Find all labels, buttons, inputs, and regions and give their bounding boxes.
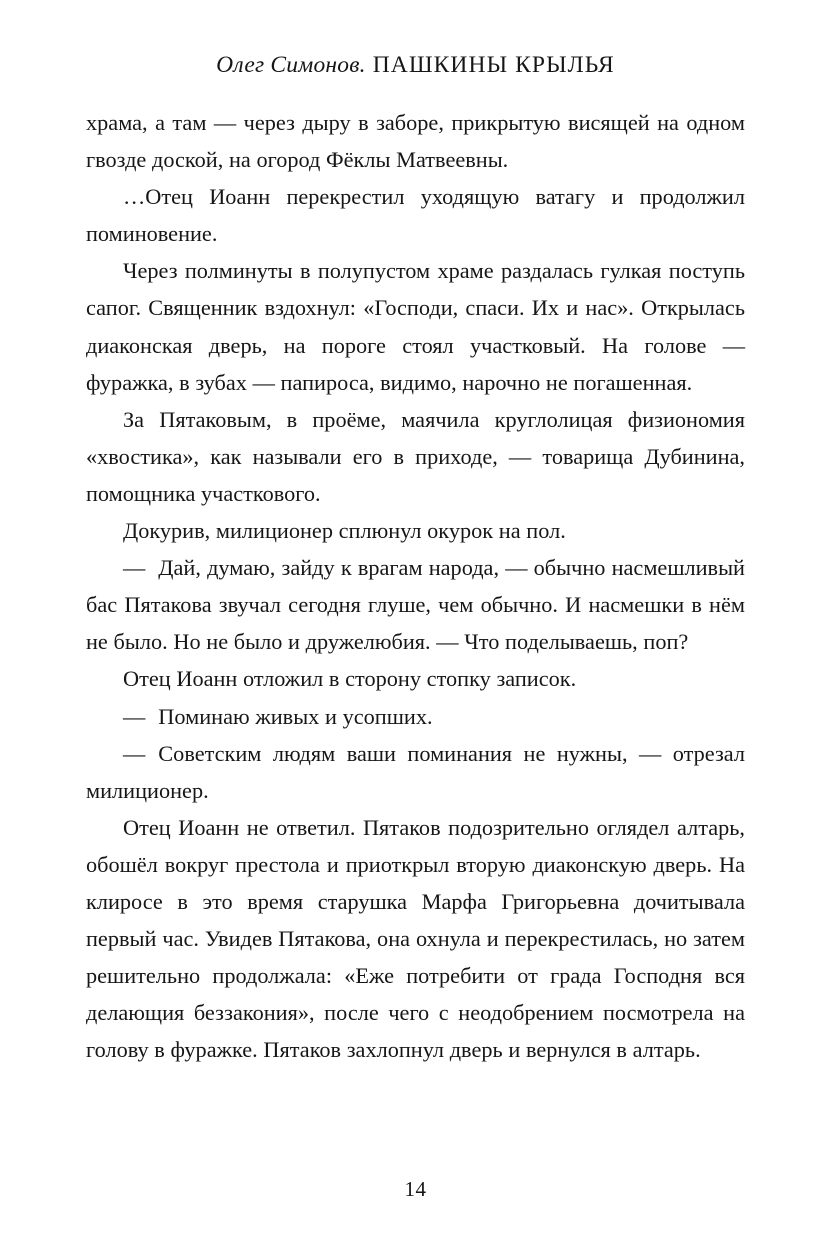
paragraph: Через полминуты в полупустом храме раздалась гулкая поступь сапог. Священник вздохнул: «Господи, спаси. Их и нас». Открылась диаконская дверь, на пороге стоял участковый. На голове — фуражка, в зубах — папироса, видимо, нарочно не погашенная. <box>86 258 745 395</box>
dialogue-paragraph <box>86 735 745 809</box>
dialogue-paragraph <box>86 698 745 735</box>
running-head-title: ПАШКИНЫ КРЫЛЬЯ <box>372 52 615 78</box>
em-dash: — <box>123 740 146 766</box>
em-dash: — <box>123 703 146 729</box>
paragraph: За Пятаковым, в проёме, маячила круглолицая физиономия «хвостика», как называли его в приходе, — товарища Дубинина, помощника участкового. <box>86 406 745 506</box>
body-text-block <box>86 104 745 1068</box>
paragraph: Докурив, милиционер сплюнул окурок на пол. <box>123 518 566 544</box>
page-number: 14 <box>404 1177 427 1201</box>
running-head-author: Олег Симонов. <box>216 52 366 78</box>
paragraph: …Отец Иоанн перекрестил уходящую ватагу и продолжил поминовение. <box>86 184 745 247</box>
dialogue-text: Советским людям ваши поминания не нужны, — отрезал милиционер. <box>86 740 745 803</box>
running-head <box>86 50 745 80</box>
paragraph: Отец Иоанн не ответил. Пятаков подозрительно оглядел алтарь, обошёл вокруг престола и приоткрыл вторую диаконскую дверь. На клиросе в это время старушка Марфа Григорьевна дочитывала первый час. Увидев Пятакова, она охнула и перекрестилась, но затем решительно продолжала: «Еже потребити от града Господня вся делающия беззакония», после чего с неодобрением посмотрела на голову в фуражке. Пятаков захлопнул дверь и вернулся в алтарь. <box>86 814 745 1063</box>
dialogue-paragraph <box>86 549 745 660</box>
dialogue-text: Дай, думаю, зайду к врагам народа, — обычно насмешливый бас Пятакова звучал сегодня глуше, чем обычно. И насмешки в нём не было. Но не было и дружелюбия. — Что поделываешь, поп? <box>86 555 745 655</box>
paragraph: храма, а там — через дыру в заборе, прикрытую висящей на одном гвозде доской, на огород Фёклы Матвеевны. <box>86 110 745 173</box>
em-dash: — <box>123 555 146 581</box>
paragraph: Отец Иоанн отложил в сторону стопку записок. <box>123 666 577 692</box>
dialogue-text: Поминаю живых и усопших. <box>158 703 433 729</box>
